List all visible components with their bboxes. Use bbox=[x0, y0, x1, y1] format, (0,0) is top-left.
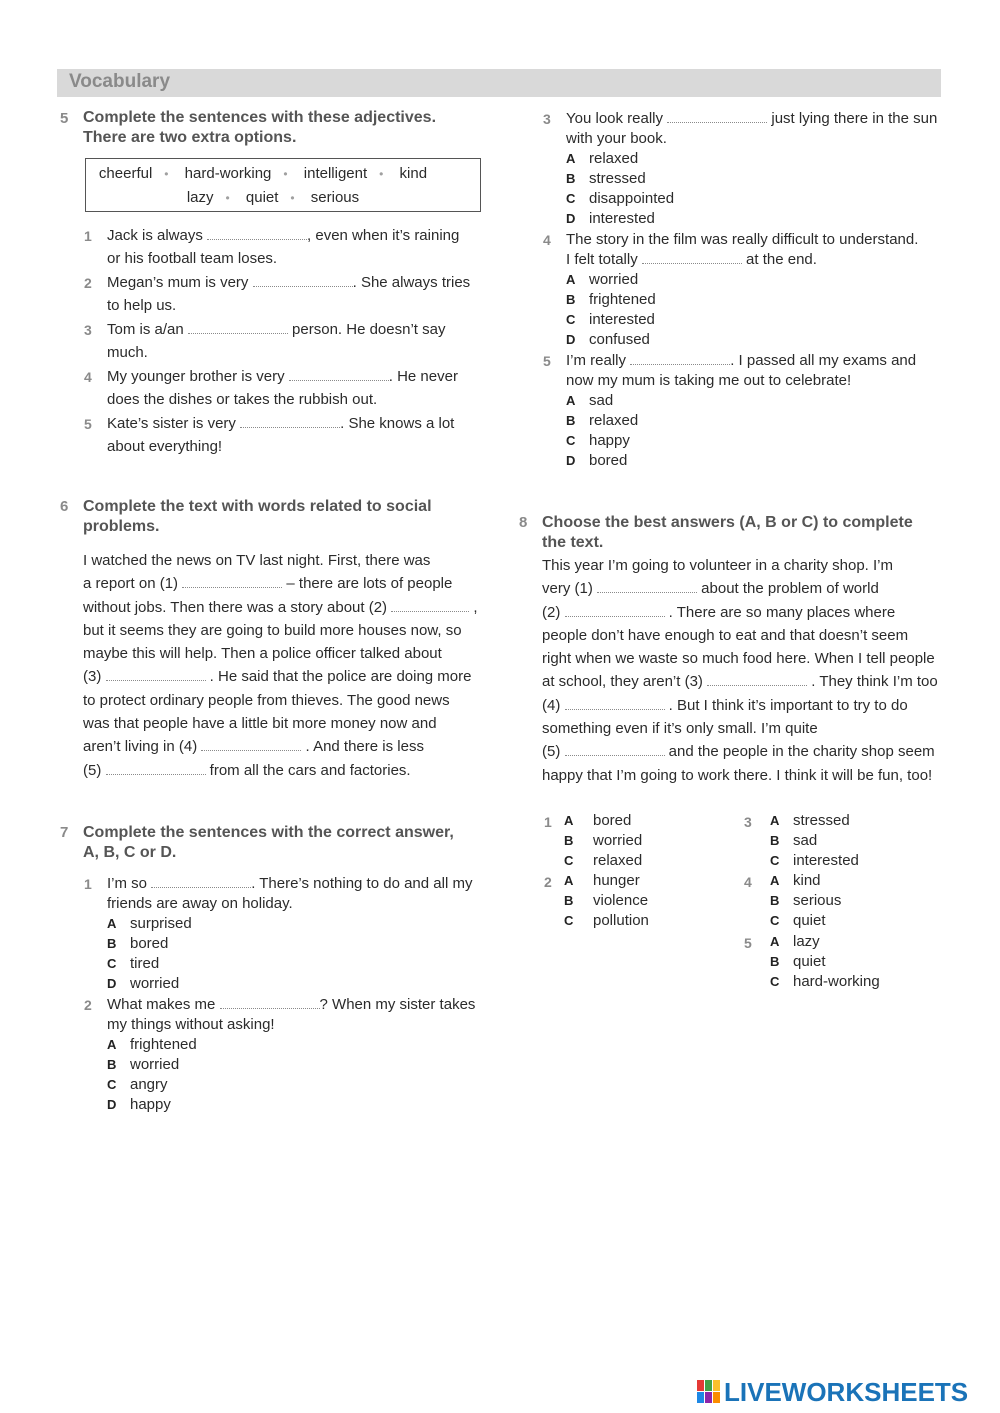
answer-group-3 bbox=[770, 811, 859, 871]
option[interactable]: A surprised bbox=[107, 915, 192, 932]
exercise-7-number: 7 bbox=[60, 824, 69, 841]
option[interactable]: A lazy bbox=[770, 933, 820, 950]
option[interactable]: C pollution bbox=[564, 912, 649, 929]
answer-blank[interactable] bbox=[201, 738, 301, 751]
answer-blank[interactable] bbox=[565, 743, 665, 756]
option[interactable]: A sad bbox=[566, 392, 614, 409]
option[interactable]: A frightened bbox=[107, 1036, 197, 1053]
exercise-5-heading: Complete the sentences with these adjectives. There are two extra options. bbox=[83, 109, 437, 146]
word-row-1: cheerful • hard-working • intelligent • kind bbox=[98, 165, 428, 182]
answer-blank[interactable] bbox=[207, 227, 307, 240]
sentence-2: Megan’s mum is very . She always tries to help us. bbox=[107, 274, 471, 315]
question-3: You look really just lying there in the sun with your book. A relaxed B stressed C disappointed D interested bbox=[566, 110, 938, 227]
item-number: 1 bbox=[84, 876, 92, 892]
answer-blank[interactable] bbox=[565, 697, 665, 710]
option[interactable]: D worried bbox=[107, 975, 180, 992]
answer-blank[interactable] bbox=[182, 575, 282, 588]
exercise-8-heading: Choose the best answers (A, B or C) to complete the text. bbox=[542, 514, 913, 551]
word: quiet bbox=[245, 189, 279, 206]
item-number: 5 bbox=[543, 353, 551, 369]
sentence-3: Tom is a/an person. He doesn’t say much. bbox=[107, 321, 446, 362]
answer-blank[interactable] bbox=[391, 599, 469, 612]
word: intelligent bbox=[303, 165, 368, 182]
liveworksheets-logo: LIVEWORKSHEETS bbox=[724, 1377, 969, 1407]
item-number: 5 bbox=[84, 416, 92, 432]
item-number: 3 bbox=[84, 322, 92, 338]
option[interactable]: A worried bbox=[566, 271, 639, 288]
answer-group-1 bbox=[564, 811, 642, 871]
answer-blank[interactable] bbox=[707, 673, 807, 686]
option[interactable]: C angry bbox=[107, 1076, 168, 1093]
answer-blank[interactable] bbox=[151, 875, 251, 888]
option[interactable]: B quiet bbox=[770, 953, 826, 970]
question-1: I’m so . There’s nothing to do and all my friends are away on holiday. A surprised B bored C tired D worried bbox=[107, 875, 473, 992]
answer-blank[interactable] bbox=[630, 352, 730, 365]
question-2: What makes me ? When my sister takes my things without asking! A frightened B worried C angry D happy bbox=[107, 996, 476, 1113]
option[interactable]: C disappointed bbox=[566, 190, 675, 207]
sentence-5: Kate’s sister is very . She knows a lot about everything! bbox=[107, 415, 455, 456]
answer-group-5 bbox=[770, 932, 880, 992]
option[interactable]: A hunger bbox=[564, 872, 640, 889]
answer-blank[interactable] bbox=[597, 580, 697, 593]
item-number: 1 bbox=[84, 228, 92, 244]
question-4: The story in the film was really difficult to understand. I felt totally at the end. A worried B frightened C interested D confused bbox=[566, 231, 919, 348]
option[interactable]: C interested bbox=[770, 852, 859, 869]
answer-blank[interactable] bbox=[253, 274, 353, 287]
answer-group-4 bbox=[770, 871, 841, 931]
option[interactable]: C quiet bbox=[770, 912, 826, 929]
word: cheerful bbox=[98, 165, 153, 182]
answer-blank[interactable] bbox=[642, 251, 742, 264]
word-row-2: lazy • quiet • serious bbox=[186, 189, 360, 206]
word: serious bbox=[310, 189, 360, 206]
option[interactable]: B bored bbox=[107, 935, 169, 952]
section-title: Vocabulary bbox=[69, 71, 171, 92]
option[interactable]: B worried bbox=[564, 832, 643, 849]
option[interactable]: B violence bbox=[564, 892, 649, 909]
answer-blank[interactable] bbox=[289, 368, 389, 381]
word: kind bbox=[399, 165, 428, 182]
option[interactable]: D bored bbox=[566, 452, 628, 469]
option[interactable]: D confused bbox=[566, 331, 650, 348]
exercise-6-number: 6 bbox=[60, 498, 69, 515]
item-number: 2 bbox=[84, 275, 92, 291]
option[interactable]: B frightened bbox=[566, 291, 656, 308]
option[interactable]: B relaxed bbox=[566, 412, 639, 429]
item-number: 4 bbox=[744, 874, 752, 890]
option[interactable]: A relaxed bbox=[566, 150, 639, 167]
item-number: 4 bbox=[84, 369, 92, 385]
answer-blank[interactable] bbox=[220, 996, 320, 1009]
sentence-4: My younger brother is very . He never does the dishes or takes the rubbish out. bbox=[107, 368, 458, 409]
option[interactable]: B serious bbox=[770, 892, 842, 909]
answer-blank[interactable] bbox=[188, 321, 288, 334]
section-header bbox=[57, 69, 941, 97]
option[interactable]: B sad bbox=[770, 832, 818, 849]
answer-blank[interactable] bbox=[240, 415, 340, 428]
question-5: I’m really . I passed all my exams and now my mum is taking me out to celebrate! A sad B relaxed C happy D bored bbox=[566, 352, 917, 469]
option[interactable]: B worried bbox=[107, 1056, 180, 1073]
answer-blank[interactable] bbox=[106, 668, 206, 681]
item-number: 3 bbox=[744, 814, 752, 830]
item-number: 3 bbox=[543, 111, 551, 127]
answer-blank[interactable] bbox=[565, 604, 665, 617]
option[interactable]: A bored bbox=[564, 812, 632, 829]
word-box bbox=[85, 158, 481, 212]
word: hard-working bbox=[184, 165, 272, 182]
exercise-6-text: I watched the news on TV last night. First, there was a report on (1) – there are lots of people without jobs. Then there was a story about (2) , but it seems they are going to build more houses now, so maybe this will help. Then a police officer talked about (3) . He said that the police are doing more to protect ordinary people from thieves. The good news was that people have a little bit more money now and aren’t living in (4) . And there is less (5) from all the cars and factories. bbox=[83, 552, 478, 779]
answer-group-2 bbox=[564, 871, 649, 931]
option[interactable]: D happy bbox=[107, 1096, 171, 1113]
exercise-5-number: 5 bbox=[60, 110, 69, 127]
answer-blank[interactable] bbox=[667, 110, 767, 123]
option[interactable]: C happy bbox=[566, 432, 630, 449]
option[interactable]: A kind bbox=[770, 872, 821, 889]
option[interactable]: B stressed bbox=[566, 170, 646, 187]
word: lazy bbox=[186, 189, 214, 206]
item-number: 5 bbox=[744, 935, 752, 951]
option[interactable]: C relaxed bbox=[564, 852, 643, 869]
exercise-8-text: This year I’m going to volunteer in a charity shop. I’m very (1) about the problem of world (2) . There are so many places where people don’t have enough to eat and that doesn’t seem right when we waste so much food here. When I tell people at school, they aren’t (3) . They think I’m too (4) . But I think it’s important to try to do something even if it’s only small. I’m quite (5) and the people in the charity shop seem happy that I’m going to work there. I think it will be fun, too! bbox=[542, 557, 938, 784]
exercise-7-heading: Complete the sentences with the correct answer, A, B, C or D. bbox=[83, 824, 454, 861]
option[interactable]: C tired bbox=[107, 955, 160, 972]
sentence-1: Jack is always , even when it’s raining or his football team loses. bbox=[107, 227, 460, 268]
liveworksheets-logo-icon bbox=[697, 1380, 721, 1404]
item-number: 2 bbox=[84, 997, 92, 1013]
option[interactable]: C hard-working bbox=[770, 973, 880, 990]
exercise-8-number: 8 bbox=[519, 514, 528, 531]
option[interactable]: A stressed bbox=[770, 812, 850, 829]
item-number: 2 bbox=[544, 874, 552, 890]
exercise-6-heading: Complete the text with words related to social problems. bbox=[83, 498, 432, 535]
answer-blank[interactable] bbox=[106, 762, 206, 775]
item-number: 1 bbox=[544, 814, 552, 830]
item-number: 4 bbox=[543, 232, 551, 248]
option[interactable]: D interested bbox=[566, 210, 655, 227]
option[interactable]: C interested bbox=[566, 311, 655, 328]
